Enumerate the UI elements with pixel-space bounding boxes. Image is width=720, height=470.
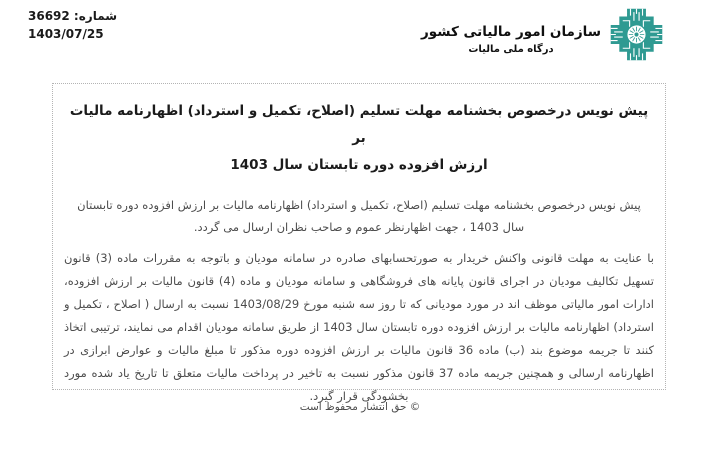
document-body: با عنایت به مهلت قانونی واکنش خریدار به صورتحسابهای صادره در سامانه مودیان و باتوجه به مقررات ماده (3) قانون تسهیل تکالیف مودیان در اجرای قانون پایانه های فروشگاهی و سامانه مودیان و ماده (4) قانون مالیات بر ارزش افزوده، ادارات امور مالیاتی موظف اند در مورد مودیانی که تا روز سه شنبه مورخ 1403/08/29 نسبت به ارسال ( اصلاح ، تکمیل و استرداد) اظهارنامه مالیات بر ارزش افزوده دوره تابستان سال 1403 از طریق سامانه مودیان اقدام می نمایند، ترتیبی اتخاذ کنند تا جریمه موضوع بند (ب) ماده 36 قانون مالیات بر ارزش افزوده دوره مذکور تا مبلغ مالیات و عوارض ابرازی در اظهارنامه ارسالی و همچنین جریمه ماده 37 قانون مذکور نسبت به تاخیر در پرداخت مالیات متعلق تا تاریخ یاد شده مورد بخشودگی قرار گیرد. xyxy=(64,251,655,403)
org-name: سازمان امور مالیاتی کشور xyxy=(420,24,601,40)
tax-administration-logo-icon xyxy=(609,6,664,63)
copyright-notice: © حق انتشار محفوظ است xyxy=(299,401,421,413)
letterhead xyxy=(421,6,664,63)
document-subtitle: پیش نویس درخصوص بخشنامه مهلت تسلیم (اصلاح، تکمیل و استرداد) اظهارنامه مالیات بر ارزش افزوده دوره تابستان سال 1403 ، جهت اظهارنظر عموم و صاحب نظران ارسال می گردد. xyxy=(77,198,641,234)
org-subtitle: درگاه ملی مالیات xyxy=(468,44,554,55)
document-number: شماره: 36692 xyxy=(28,9,118,23)
document-box xyxy=(52,83,666,403)
document-title xyxy=(62,98,656,179)
letterhead-text xyxy=(421,14,601,55)
logo-svg xyxy=(609,6,664,63)
document-meta xyxy=(28,7,117,43)
document-date: 1403/07/25 xyxy=(28,27,104,41)
document-title-line1: پیش نویس درخصوص بخشنامه مهلت تسلیم (اصلاح، تکمیل و استرداد) اظهارنامه مالیات بر xyxy=(69,103,649,146)
document-title-line2: ارزش افزوده دوره تابستان سال 1403 xyxy=(230,157,488,173)
logo-center-dot xyxy=(634,32,638,36)
